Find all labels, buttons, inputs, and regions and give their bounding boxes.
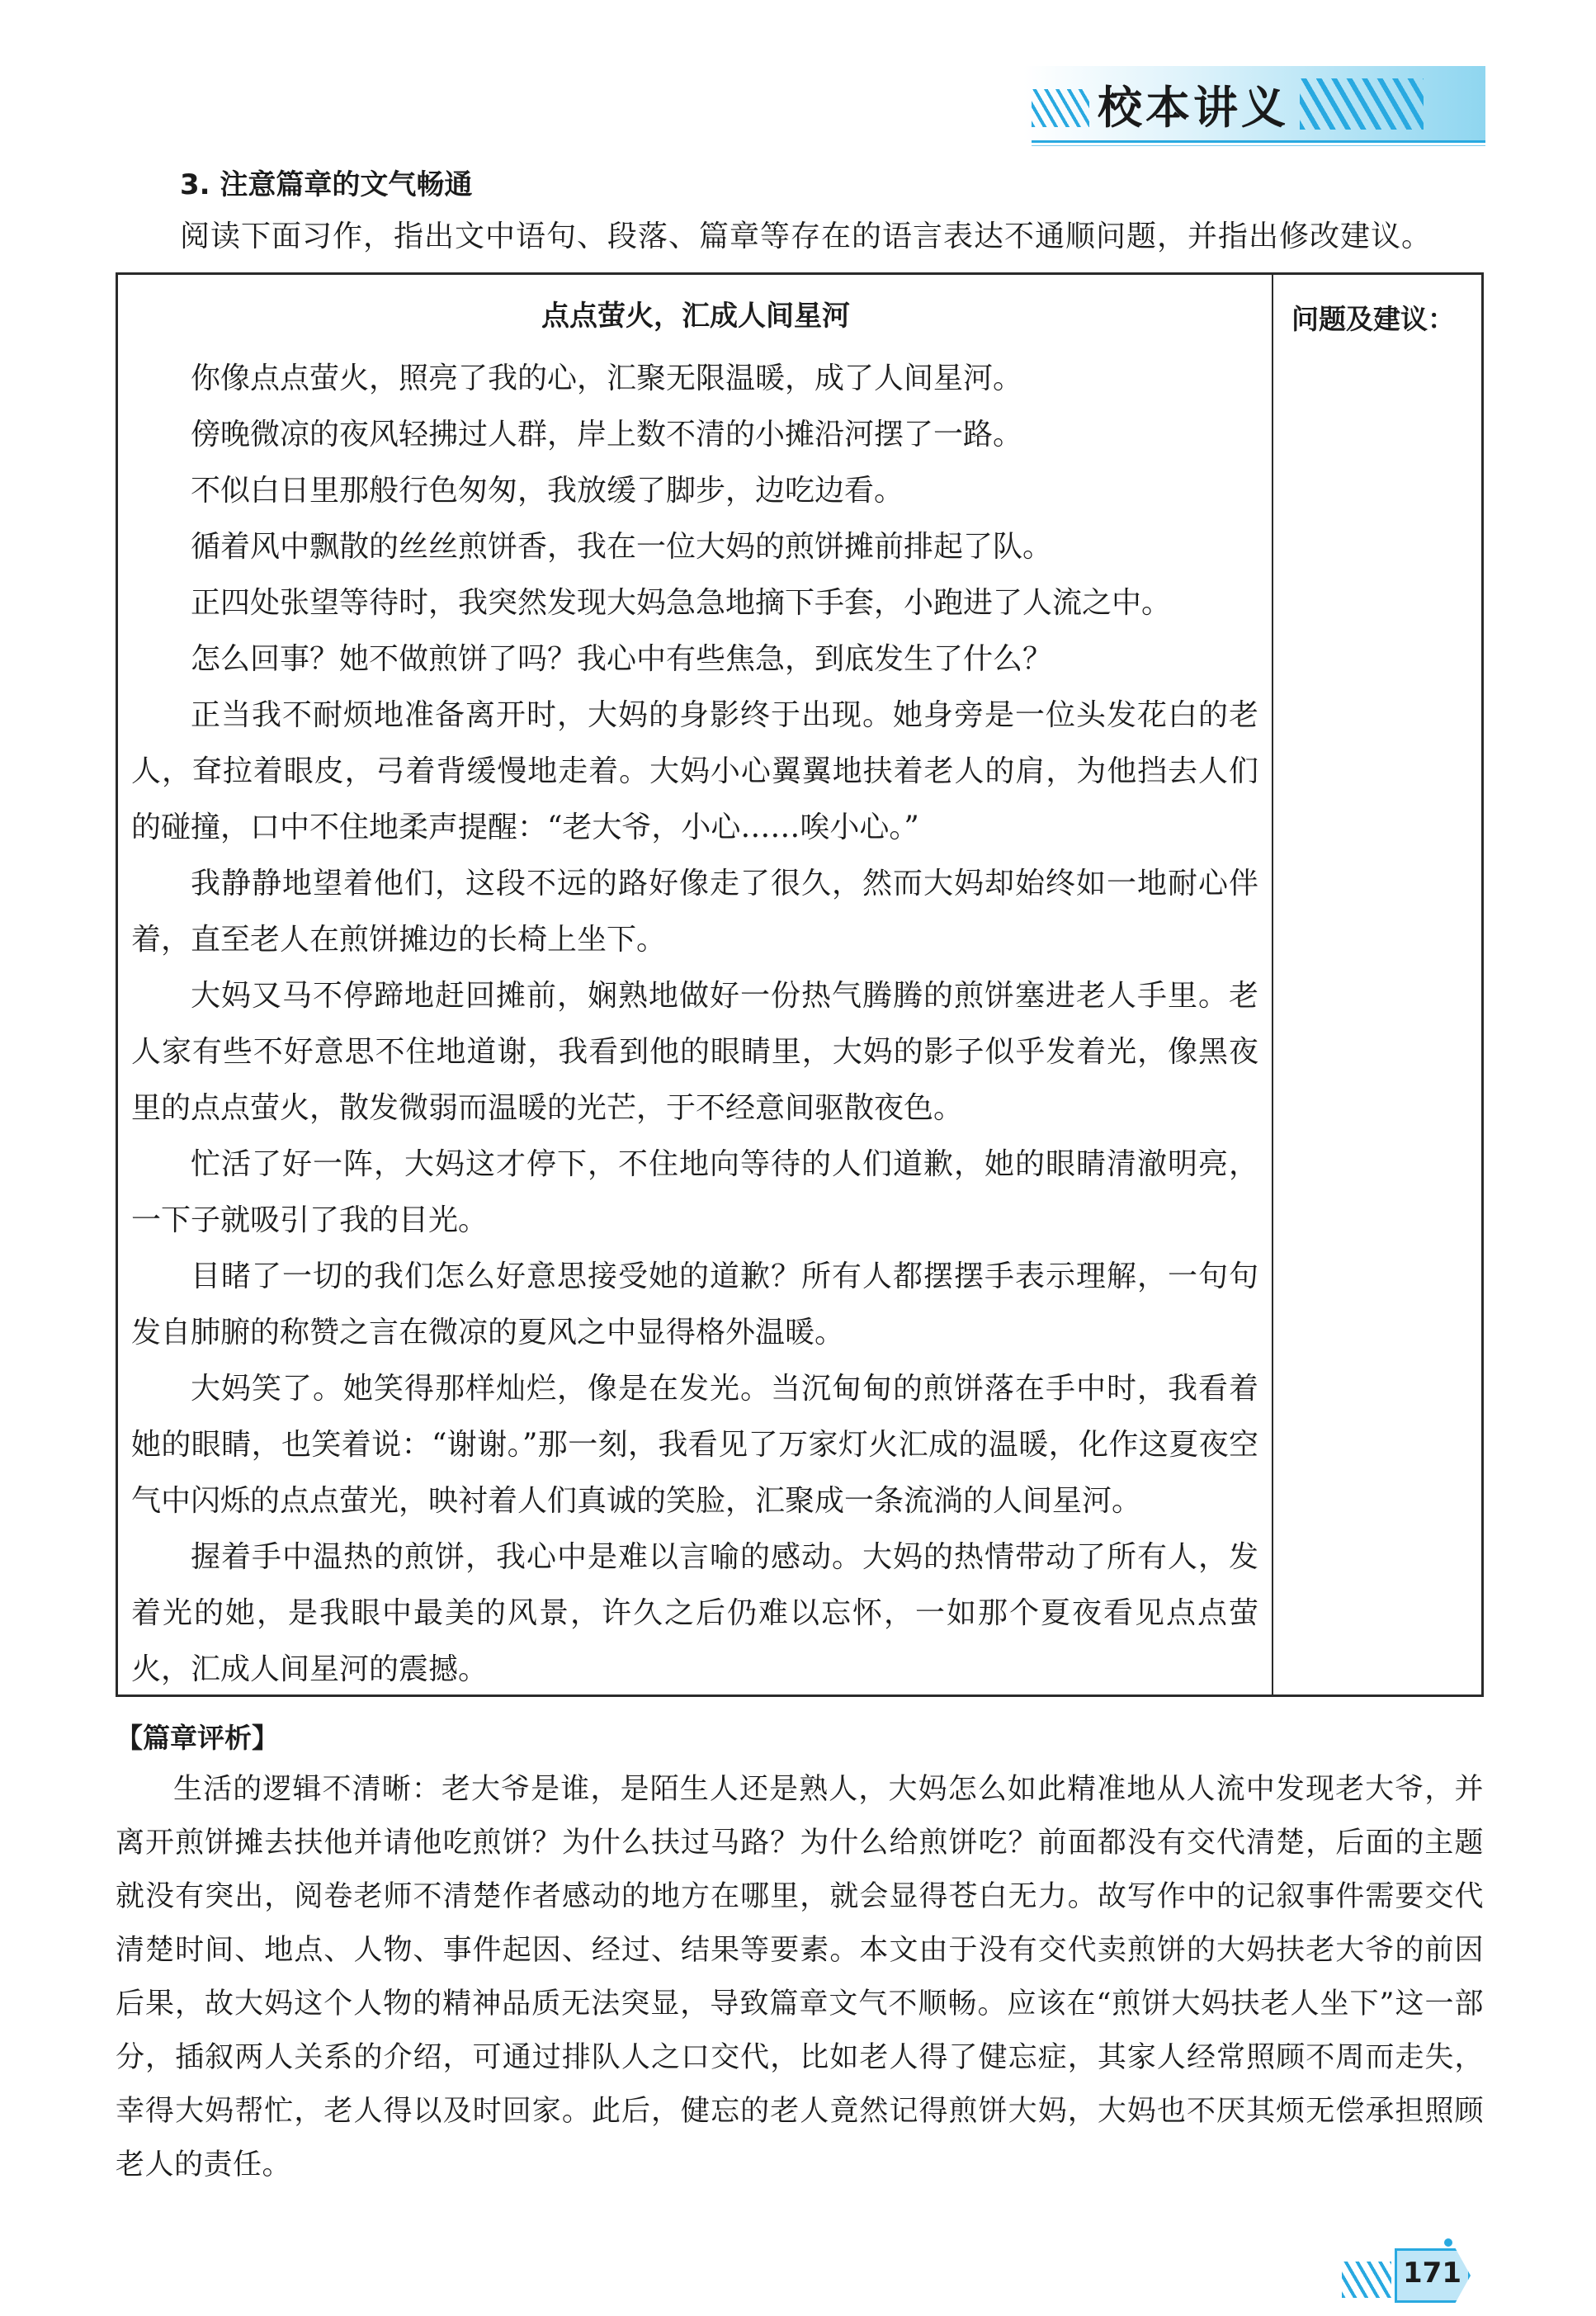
essay-paragraph: 大妈又马不停蹄地赶回摊前，娴熟地做好一份热气腾腾的煎饼塞进老人手里。老人家有些不好意思不住地道谢，我看到他的眼睛里，大妈的影子似乎发着光，像黑夜里的点点萤火，散发微弱而温暖的光芒，于不经意间驱散夜色。 xyxy=(131,979,1258,1125)
essay-title: 点点萤火，汇成人间星河 xyxy=(541,300,850,333)
page-number: 171 xyxy=(1403,2257,1461,2290)
header-stripes-decoration xyxy=(1032,89,1089,127)
essay-paragraph: 傍晚微凉的夜风轻拂过人群，岸上数不清的小摊沿河摆了一路。 xyxy=(191,418,1023,451)
essay-paragraph: 循着风中飘散的丝丝煎饼香，我在一位大妈的煎饼摊前排起了队。 xyxy=(191,530,1053,564)
header-title: 校本讲义 xyxy=(1098,82,1289,134)
advice-cell xyxy=(1273,275,1481,1694)
essay-paragraph: 目睹了一切的我们怎么好意思接受她的道歉？所有人都摆摆手表示理解，一句句发自肺腑的称赞之言在微凉的夏风之中显得格外温暖。 xyxy=(131,1260,1258,1349)
header-underline xyxy=(1032,140,1485,143)
analysis-body xyxy=(116,1763,1484,2192)
essay-table xyxy=(116,272,1484,1697)
essay-cell xyxy=(118,275,1273,1694)
essay-paragraph: 怎么回事？她不做煎饼了吗？我心中有些焦急，到底发生了什么？ xyxy=(191,642,1053,676)
analysis-paragraph: 生活的逻辑不清晰：老大爷是谁，是陌生人还是熟人，大妈怎么如此精准地从人流中发现老大爷，并离开煎饼摊去扶他并请他吃煎饼？为什么扶过马路？为什么给煎饼吃？前面都没有交代清楚，后面的主题就没有突出，阅卷老师不清楚作者感动的地方在哪里，就会显得苍白无力。故写作中的记叙事件需要交代清楚时间、地点、人物、事件起因、经过、结果等要素。本文由于没有交代卖煎饼的大妈扶老大爷的前因后果，故大妈这个人物的精神品质无法突显，导致篇章文气不顺畅。应该在“煎饼大妈扶老人坐下”这一部分，插叙两人关系的介绍，可通过排队人之口交代，比如老人得了健忘症，其家人经常照顾不周而走失，幸得大妈帮忙，老人得以及时回家。此后，健忘的老人竟然记得煎饼大妈，大妈也不厌其烦无偿承担照顾老人的责任。 xyxy=(116,1773,1484,2181)
essay-paragraph: 我静静地望着他们，这段不远的路好像走了很久，然而大妈却始终如一地耐心伴着，直至老人在煎饼摊边的长椅上坐下。 xyxy=(131,867,1258,957)
essay-body xyxy=(131,351,1258,1698)
instruction-text: 阅读下面习作，指出文中语句、段落、篇章等存在的语言表达不通顺问题，并指出修改建议。 xyxy=(180,220,1433,253)
essay-paragraph: 握着手中温热的煎饼，我心中是难以言喻的感动。大妈的热情带动了所有人，发着光的她，是我眼中最美的风景，许久之后仍难以忘怀，一如那个夏夜看见点点萤火，汇成人间星河的震撼。 xyxy=(131,1540,1258,1686)
analysis-heading: 【篇章评析】 xyxy=(116,1722,279,1754)
section-heading: 3. 注意篇章的文气畅通 xyxy=(180,168,473,201)
page-number-dot-decoration xyxy=(1444,2238,1452,2247)
essay-paragraph: 你像点点萤火，照亮了我的心，汇聚无限温暖，成了人间星河。 xyxy=(191,362,1023,395)
header-underline xyxy=(1032,145,1485,146)
page-number-stripes-decoration xyxy=(1342,2262,1391,2298)
essay-paragraph: 大妈笑了。她笑得那样灿烂，像是在发光。当沉甸甸的煎饼落在手中时，我看着她的眼睛，也笑着说：“谢谢。”那一刻，我看见了万家灯火汇成的温暖，化作这夏夜空气中闪烁的点点萤光，映衬着人们真诚的笑脸，汇聚成一条流淌的人间星河。 xyxy=(131,1372,1258,1518)
essay-paragraph: 正四处张望等待时，我突然发现大妈急急地摘下手套，小跑进了人流之中。 xyxy=(191,586,1172,620)
advice-header: 问题及建议： xyxy=(1291,303,1455,335)
essay-paragraph: 不似白日里那般行色匆匆，我放缓了脚步，边吃边看。 xyxy=(191,474,904,508)
essay-paragraph: 忙活了好一阵，大妈这才停下，不住地向等待的人们道歉，她的眼睛清澈明亮，一下子就吸引了我的目光。 xyxy=(131,1147,1258,1237)
header-stripes-decoration xyxy=(1300,78,1424,130)
essay-paragraph: 正当我不耐烦地准备离开时，大妈的身影终于出现。她身旁是一位头发花白的老人，耷拉着眼皮，弓着背缓慢地走着。大妈小心翼翼地扶着老人的肩，为他挡去人们的碰撞，口中不住地柔声提醒：“老大爷，小心……唉小心。” xyxy=(131,698,1258,844)
